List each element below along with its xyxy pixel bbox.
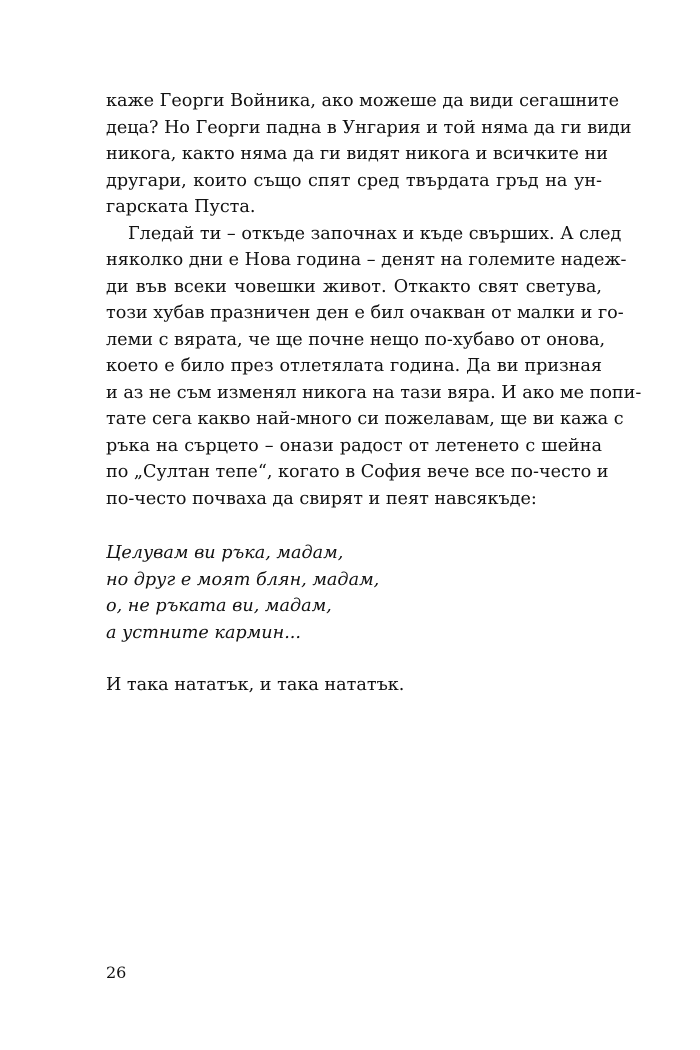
text-line: този хубав празничен ден е бил очакван от малки и го- [106, 303, 624, 323]
text-line: ръка на сърцето – онази радост от летенето с шейна [106, 435, 602, 456]
paragraph-1 [106, 88, 632, 221]
verse-line: о, не ръката ви, мадам, [106, 596, 332, 616]
text-line: тате сега какво най-много си пожелавам, ще ви кажа с [106, 409, 624, 429]
text-line: деца? Но Георги падна в Унгария и той няма да ги види [106, 117, 632, 138]
verse-line: а устните кармин... [106, 622, 301, 643]
closing-paragraph [106, 672, 602, 699]
text-line: ди във всеки човешки живот. Откакто свят светува, [106, 276, 602, 297]
text-line: по-често почваха да свирят и пеят навсякъде: [106, 488, 537, 509]
text-line: и аз не съм изменял никога на тази вяра. И ако ме попи- [106, 382, 642, 403]
text-line: никога, както няма да ги видят никога и всичките ни [106, 144, 608, 164]
text-line: по „Султан тепе“, когато в София вече все по-често и [106, 462, 609, 482]
text-line: което е било през отлетялата година. Да ви призная [106, 356, 602, 376]
page-body [106, 88, 642, 699]
text-line: гарската Пуста. [106, 197, 256, 217]
closing-line: И така нататък, и така нататък. [106, 675, 405, 695]
text-line: Гледай ти – откъде започнах и къде свърших. А след [128, 223, 622, 244]
text-line: леми с вярата, че ще почне нещо по-хубаво от онова, [106, 329, 606, 350]
text-line: каже Георги Войника, ако можеше да види сегашните [106, 91, 620, 111]
paragraph-2 [106, 221, 642, 513]
verse-block [106, 540, 602, 646]
verse-line: Целувам ви ръка, мадам, [106, 543, 344, 563]
page-number: 26 [106, 963, 127, 982]
text-line: другари, които също спят сред твърдата гръд на ун- [106, 170, 602, 191]
text-line: няколко дни е Нова година – денят на големите надеж- [106, 250, 627, 270]
verse-line: но друг е моят блян, мадам, [106, 569, 380, 590]
